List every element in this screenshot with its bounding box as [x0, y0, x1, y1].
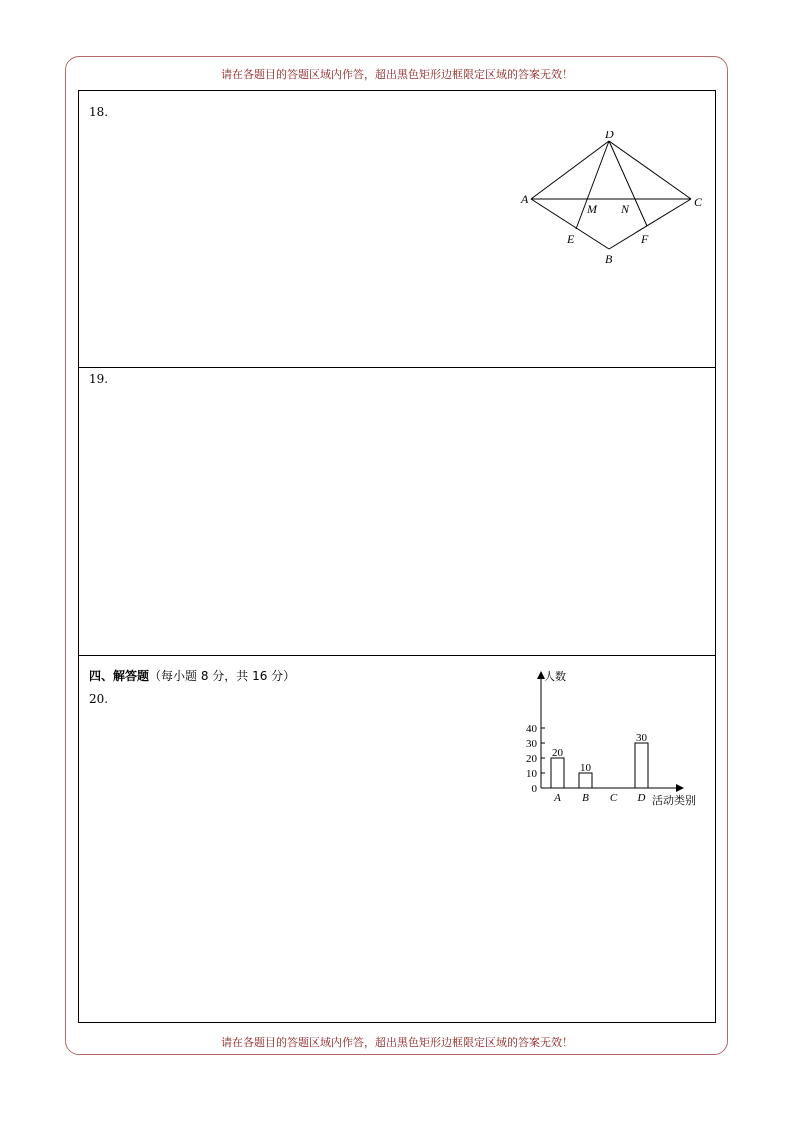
category-label-B: B [582, 792, 589, 804]
warning-footer: 请在各题目的答题区域内作答，超出黑色矩形边框限定区域的答案无效！ [221, 1036, 573, 1049]
question-19-area[interactable] [79, 368, 715, 655]
question-20-number: 20. [89, 692, 109, 706]
warning-header: 请在各题目的答题区域内作答，超出黑色矩形边框限定区域的答案无效！ [221, 68, 573, 81]
question-18-area[interactable] [79, 91, 715, 367]
category-label-A: A [554, 792, 561, 804]
label-D: D [605, 131, 614, 141]
question-18-number: 18. [89, 105, 109, 119]
section-4-title: 四、解答题 [89, 669, 150, 683]
question-20-area[interactable] [79, 656, 715, 1022]
label-M: M [587, 202, 597, 216]
label-E: E [567, 232, 575, 246]
label-F: F [641, 232, 649, 246]
question-19-number: 19. [89, 372, 109, 386]
bar-D [635, 743, 648, 788]
label-B: B [605, 252, 613, 266]
y-tick-label: 20 [526, 753, 537, 765]
label-N: N [621, 202, 630, 216]
y-tick-label: 30 [526, 738, 537, 750]
segment-DA [531, 141, 609, 199]
section-4-heading [89, 667, 295, 684]
segment-DC [609, 141, 691, 199]
label-A: A [521, 192, 529, 206]
category-label-C: C [609, 792, 618, 804]
y-tick-label: 0 [531, 783, 537, 795]
bar-B [579, 773, 592, 788]
data-label-D: 30 [636, 732, 647, 744]
section-4-note: （每小题 8 分，共 16 分） [149, 669, 296, 683]
label-C: C [694, 195, 703, 209]
y-tick-label: 10 [526, 768, 537, 780]
geometry-figure [509, 131, 709, 271]
category-label-D: D [637, 792, 646, 804]
data-label-A: 20 [552, 747, 563, 759]
y-axis-label: 人数 [544, 671, 566, 683]
bar-A [551, 758, 564, 788]
y-tick-label: 40 [526, 723, 537, 735]
x-axis-label: 活动类别 [652, 795, 696, 806]
data-label-B: 10 [580, 762, 591, 774]
bar-chart [517, 671, 702, 806]
answer-area [78, 90, 716, 1023]
